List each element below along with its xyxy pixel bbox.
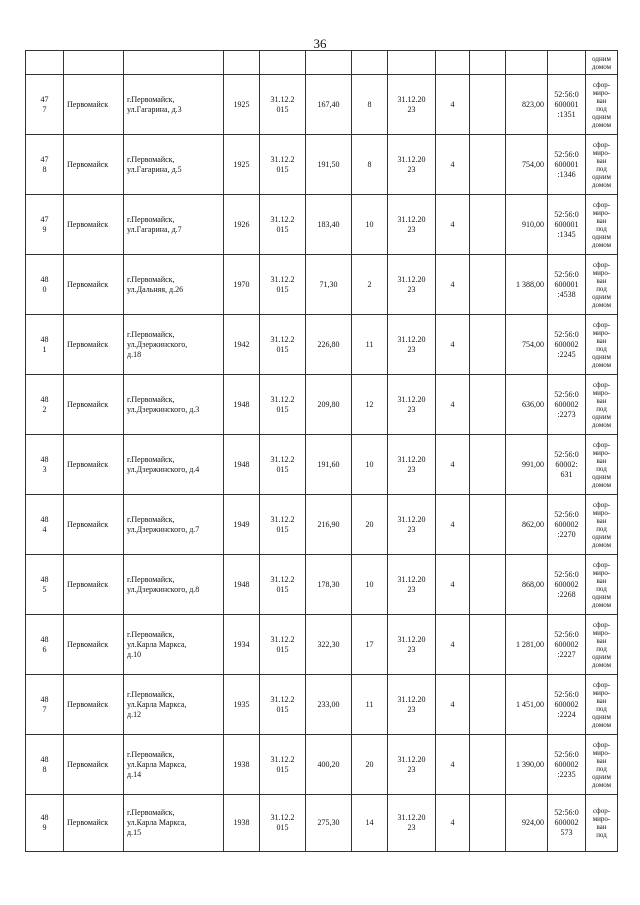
cell-cost: 991,00: [506, 435, 548, 495]
cell-cost: 754,00: [506, 135, 548, 195]
cell-year: 1938: [224, 795, 260, 852]
cell-address: г.Первомайск, ул.Дзержинского, д.3: [124, 375, 224, 435]
cell-settlement: Первомайск: [64, 555, 124, 615]
table-row: [26, 315, 618, 375]
cell-number: 48 0: [26, 255, 64, 315]
cell-number: 48 4: [26, 495, 64, 555]
cell-col9: 4: [436, 555, 470, 615]
cell-col10: [470, 135, 506, 195]
cell-address: г.Первомайск, ул.Дальняя, д.26: [124, 255, 224, 315]
cell-number: 48 5: [26, 555, 64, 615]
cell-col10: [470, 195, 506, 255]
cell-col9: 4: [436, 615, 470, 675]
cell-address: г.Первомайск, ул.Дзержинского, д.18: [124, 315, 224, 375]
cell-settlement: Первомайск: [64, 75, 124, 135]
cell-settlement: Первомайск: [64, 735, 124, 795]
cell-form: сфор- миро- ван под одним домом: [586, 255, 618, 315]
cell-deadline: 31.12.20 23: [388, 135, 436, 195]
cell-area: 71,30: [306, 255, 352, 315]
cell-form: сфор- миро- ван под одним домом: [586, 615, 618, 675]
cell-col10: [470, 675, 506, 735]
cell-residents: 10: [352, 195, 388, 255]
cell-col10: [470, 795, 506, 852]
cell-area: 209,80: [306, 375, 352, 435]
table-row: [26, 795, 618, 852]
cell-residents: 14: [352, 795, 388, 852]
cell-deadline: 31.12.20 23: [388, 315, 436, 375]
cell-settlement: Первомайск: [64, 135, 124, 195]
cell-number: 48 1: [26, 315, 64, 375]
table-row-continuation: [26, 51, 618, 75]
cell-area: 178,30: [306, 555, 352, 615]
cell-col10: [470, 735, 506, 795]
page-number: 36: [313, 36, 327, 51]
cell-year: 1926: [224, 195, 260, 255]
cell-col9: 4: [436, 675, 470, 735]
cell-address: г.Первомайск, ул.Гагарина, д.5: [124, 135, 224, 195]
cell-year: 1925: [224, 75, 260, 135]
cell-year: 1925: [224, 135, 260, 195]
cell-residents: 20: [352, 495, 388, 555]
cell-address: г.Первомайск, ул.Дзержинского, д.4: [124, 435, 224, 495]
cell-area: 400,20: [306, 735, 352, 795]
cell-number: 48 9: [26, 795, 64, 852]
cell-date: 31.12.2 015: [260, 135, 306, 195]
cell-deadline: 31.12.20 23: [388, 795, 436, 852]
cell-col9: 4: [436, 195, 470, 255]
cell-deadline: 31.12.20 23: [388, 375, 436, 435]
cell-col9: 4: [436, 315, 470, 375]
cell-number: 48 2: [26, 375, 64, 435]
cell-number: 48 7: [26, 675, 64, 735]
cell-deadline: 31.12.20 23: [388, 555, 436, 615]
cell-area: 233,00: [306, 675, 352, 735]
cell-settlement: Первомайск: [64, 375, 124, 435]
cell-form: сфор- миро- ван под одним домом: [586, 675, 618, 735]
cell-cadastre: 52:56:0 60002: 631: [548, 435, 586, 495]
cell-form: сфор- миро- ван под одним домом: [586, 315, 618, 375]
cell-cadastre: 52:56:0 600001 :4538: [548, 255, 586, 315]
cell-cost: 754,00: [506, 315, 548, 375]
cell-date: 31.12.2 015: [260, 615, 306, 675]
cell-year: 1948: [224, 555, 260, 615]
cell-deadline: 31.12.20 23: [388, 435, 436, 495]
cell-residents: 12: [352, 375, 388, 435]
cell-number: 47 8: [26, 135, 64, 195]
cell-form: сфор- миро- ван под одним домом: [586, 495, 618, 555]
table-row: [26, 555, 618, 615]
cell-area: 183,40: [306, 195, 352, 255]
cell-address: г.Первомайск, ул.Карла Маркса, д.15: [124, 795, 224, 852]
cell-number: 47 9: [26, 195, 64, 255]
cell-settlement: Первомайск: [64, 435, 124, 495]
cell-number: 47 7: [26, 75, 64, 135]
cell-area: 322,30: [306, 615, 352, 675]
cell-year: 1949: [224, 495, 260, 555]
cell-residents: 10: [352, 435, 388, 495]
cell-date: 31.12.2 015: [260, 375, 306, 435]
table-row: [26, 615, 618, 675]
cell-cost: 924,00: [506, 795, 548, 852]
cell-col10: [470, 315, 506, 375]
cell-deadline: 31.12.20 23: [388, 615, 436, 675]
cell-cadastre: 52:56:0 600001 :1345: [548, 195, 586, 255]
cell-form: одним домом: [586, 51, 618, 75]
cell-cost: 1 388,00: [506, 255, 548, 315]
cell-date: 31.12.2 015: [260, 735, 306, 795]
table-row: [26, 195, 618, 255]
cell-address: г.Первомайск, ул.Карла Маркса, д.12: [124, 675, 224, 735]
table-row: [26, 495, 618, 555]
cell-area: 216,90: [306, 495, 352, 555]
cell-form: сфор- миро- ван под: [586, 795, 618, 852]
cell-col10: [470, 435, 506, 495]
cell-col9: 4: [436, 435, 470, 495]
cell-col10: [470, 375, 506, 435]
cell-year: 1970: [224, 255, 260, 315]
cell-date: 31.12.2 015: [260, 495, 306, 555]
cell-col9: 4: [436, 735, 470, 795]
cell-cost: 1 390,00: [506, 735, 548, 795]
cell-address: г.Первомайск, ул.Дзержинского, д.8: [124, 555, 224, 615]
cell-address: г.Первомайск, ул.Дзержинского, д.7: [124, 495, 224, 555]
cell-col10: [470, 75, 506, 135]
housing-registry-table: [25, 50, 618, 852]
table-row: [26, 675, 618, 735]
cell-col9: 4: [436, 135, 470, 195]
cell-col10: [470, 555, 506, 615]
cell-col9: 4: [436, 255, 470, 315]
cell-form: сфор- миро- ван под одним домом: [586, 555, 618, 615]
cell-residents: 8: [352, 75, 388, 135]
cell-cadastre: 52:56:0 600002 :2270: [548, 495, 586, 555]
cell-date: 31.12.2 015: [260, 255, 306, 315]
cell-col10: [470, 255, 506, 315]
cell-cadastre: 52:56:0 600001 :1346: [548, 135, 586, 195]
cell-settlement: Первомайск: [64, 495, 124, 555]
cell-settlement: Первомайск: [64, 195, 124, 255]
cell-deadline: 31.12.20 23: [388, 195, 436, 255]
cell-date: 31.12.2 015: [260, 435, 306, 495]
cell-date: 31.12.2 015: [260, 75, 306, 135]
cell-residents: 20: [352, 735, 388, 795]
cell-date: 31.12.2 015: [260, 675, 306, 735]
cell-deadline: 31.12.20 23: [388, 675, 436, 735]
cell-number: 48 8: [26, 735, 64, 795]
cell-cadastre: 52:56:0 600002 573: [548, 795, 586, 852]
cell-deadline: 31.12.20 23: [388, 255, 436, 315]
table-row: [26, 375, 618, 435]
cell-cadastre: 52:56:0 600001 :1351: [548, 75, 586, 135]
cell-cadastre: 52:56:0 600002 :2245: [548, 315, 586, 375]
cell-residents: 2: [352, 255, 388, 315]
cell-residents: 8: [352, 135, 388, 195]
cell-cadastre: 52:56:0 600002 :2227: [548, 615, 586, 675]
cell-area: 191,60: [306, 435, 352, 495]
cell-col10: [470, 615, 506, 675]
cell-residents: 11: [352, 675, 388, 735]
cell-form: сфор- миро- ван под одним домом: [586, 435, 618, 495]
cell-form: сфор- миро- ван под одним домом: [586, 195, 618, 255]
cell-col10: [470, 495, 506, 555]
cell-cadastre: 52:56:0 600002 :2224: [548, 675, 586, 735]
cell-date: 31.12.2 015: [260, 315, 306, 375]
cell-cadastre: 52:56:0 600002 :2235: [548, 735, 586, 795]
cell-date: 31.12.2 015: [260, 555, 306, 615]
cell-cadastre: 52:56:0 600002 :2268: [548, 555, 586, 615]
cell-deadline: 31.12.20 23: [388, 75, 436, 135]
cell-year: 1938: [224, 735, 260, 795]
cell-col9: 4: [436, 795, 470, 852]
table-row: [26, 135, 618, 195]
table-row: [26, 435, 618, 495]
cell-col9: 4: [436, 495, 470, 555]
cell-settlement: Первомайск: [64, 675, 124, 735]
cell-form: сфор- миро- ван под одним домом: [586, 375, 618, 435]
cell-cost: 823,00: [506, 75, 548, 135]
cell-area: 226,80: [306, 315, 352, 375]
cell-form: сфор- миро- ван под одним домом: [586, 135, 618, 195]
table-row: [26, 255, 618, 315]
cell-address: г.Первомайск, ул.Карла Маркса, д.14: [124, 735, 224, 795]
cell-date: 31.12.2 015: [260, 795, 306, 852]
cell-area: 275,30: [306, 795, 352, 852]
cell-settlement: Первомайск: [64, 795, 124, 852]
cell-cadastre: 52:56:0 600002 :2273: [548, 375, 586, 435]
cell-number: 48 3: [26, 435, 64, 495]
cell-cost: 1 451,00: [506, 675, 548, 735]
cell-year: 1935: [224, 675, 260, 735]
cell-year: 1948: [224, 375, 260, 435]
cell-col9: 4: [436, 375, 470, 435]
cell-cost: 868,00: [506, 555, 548, 615]
cell-residents: 10: [352, 555, 388, 615]
cell-deadline: 31.12.20 23: [388, 735, 436, 795]
cell-date: 31.12.2 015: [260, 195, 306, 255]
cell-residents: 11: [352, 315, 388, 375]
cell-address: г.Первомайск, ул.Гагарина, д.7: [124, 195, 224, 255]
cell-residents: 17: [352, 615, 388, 675]
cell-deadline: 31.12.20 23: [388, 495, 436, 555]
cell-settlement: Первомайск: [64, 615, 124, 675]
cell-cost: 910,00: [506, 195, 548, 255]
cell-settlement: Первомайск: [64, 315, 124, 375]
cell-address: г.Первомайск, ул.Гагарина, д.3: [124, 75, 224, 135]
cell-area: 191,50: [306, 135, 352, 195]
cell-number: 48 6: [26, 615, 64, 675]
cell-cost: 1 281,00: [506, 615, 548, 675]
cell-area: 167,40: [306, 75, 352, 135]
cell-cost: 862,00: [506, 495, 548, 555]
cell-form: сфор- миро- ван под одним домом: [586, 75, 618, 135]
cell-address: г.Первомайск, ул.Карла Маркса, д.10: [124, 615, 224, 675]
cell-col9: 4: [436, 75, 470, 135]
cell-cost: 636,00: [506, 375, 548, 435]
cell-year: 1942: [224, 315, 260, 375]
table-row: [26, 735, 618, 795]
cell-form: сфор- миро- ван под одним домом: [586, 735, 618, 795]
table-row: [26, 75, 618, 135]
cell-year: 1934: [224, 615, 260, 675]
cell-year: 1948: [224, 435, 260, 495]
cell-settlement: Первомайск: [64, 255, 124, 315]
